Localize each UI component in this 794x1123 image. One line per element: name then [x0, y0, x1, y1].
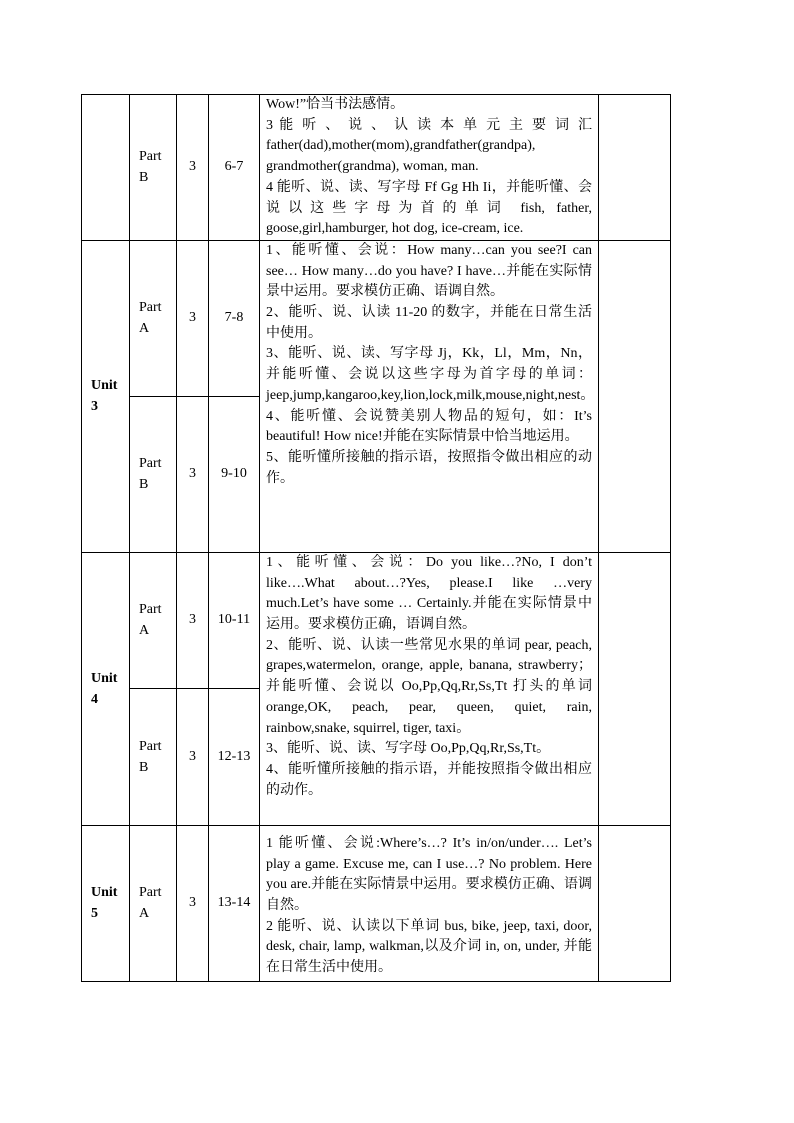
objective-text: 1、能听懂、会说：How many…can you see?I can see… How many…do you have? I have…并能在实际情景中运用。要求模仿正确、语调自然。	[266, 242, 592, 300]
objective-text: 3 能 听 、 说 、 认 读 本 单 元 主 要 词 汇 father(dad),mother(mom),grandfather(grandpa), grandmother(grandma), woman, man.	[266, 117, 592, 175]
table-row	[82, 552, 671, 688]
notes-cell	[599, 240, 671, 552]
objective-text: Wow!”恰当书法感情。	[266, 97, 405, 112]
objective-text: 4、能听懂所接触的指示语，并能按照指令做出相应的动作。	[266, 761, 592, 798]
hours-cell: 3	[177, 688, 209, 825]
unit-cell: Unit 5	[82, 825, 130, 981]
table-row	[82, 825, 671, 981]
pages-cell: 13-14	[209, 825, 260, 981]
objective-text: 4、能听懂、会说赞美别人物品的短句，如：It’s beautiful! How nice!并能在实际情景中恰当地运用。	[266, 408, 592, 445]
unit-cell: Unit 3	[82, 240, 130, 552]
notes-cell	[599, 552, 671, 825]
pages-cell: 10-11	[209, 552, 260, 688]
objective-text: 3、能听、说、读、写字母 Jj，Kk，Ll，Mm，Nn，并能听懂、会说以这些字母为首字母的单词：jeep,jump,kangaroo,key,lion,lock,milk,mouse,night,nest。	[266, 346, 595, 403]
unit-cell: Unit 4	[82, 552, 130, 825]
part-cell: Part B	[130, 396, 177, 552]
objective-text: 4 能听、说、读、写字母 Ff Gg Hh Ii，并能听懂、会说以这些字母为首的单词 fish, father, goose,girl,hamburger, hot dog, ice-cream, ice.	[266, 179, 592, 237]
hours-cell: 3	[177, 396, 209, 552]
hours-cell: 3	[177, 552, 209, 688]
objectives-cell	[260, 552, 599, 825]
table-row	[82, 240, 671, 396]
objective-text: 1、能听懂、会说：Do you like…?No, I don’t like….What about…?Yes, please.I like …very much.Let’s have some … Certainly.并能在实际情景中运用。要求模仿正确，语调自然。	[266, 554, 592, 633]
part-cell: Part B	[130, 95, 177, 241]
objective-text: 2、能听、说、认读一些常见水果的单词 pear, peach, grapes,watermelon, orange, apple, banana, strawberry；并能听懂、会说以 Oo,Pp,Qq,Rr,Ss,Tt 打头的单词 orange,OK, peach, pear, queen, quiet, rain, rainbow,snake, squirrel, tiger, taxi。	[266, 637, 592, 736]
objectives-cell	[260, 240, 599, 552]
objectives-cell	[260, 825, 599, 981]
objectives-cell	[260, 95, 599, 241]
notes-cell	[599, 95, 671, 241]
objective-text: 5、能听懂所接触的指示语，按照指令做出相应的动作。	[266, 449, 592, 486]
part-cell: Part A	[130, 240, 177, 396]
part-cell: Part A	[130, 825, 177, 981]
pages-cell: 12-13	[209, 688, 260, 825]
teaching-plan-table	[81, 94, 671, 982]
objective-text: 2、能听、说、认读 11-20 的数字，并能在日常生活中使用。	[266, 305, 592, 341]
hours-cell: 3	[177, 95, 209, 241]
part-cell: Part A	[130, 552, 177, 688]
part-cell: Part B	[130, 688, 177, 825]
objective-text: 3、能听、说、读、写字母 Oo,Pp,Qq,Rr,Ss,Tt。	[266, 741, 551, 757]
pages-cell: 6-7	[209, 95, 260, 241]
pages-cell: 9-10	[209, 396, 260, 552]
notes-cell	[599, 825, 671, 981]
unit-cell	[82, 95, 130, 241]
pages-cell: 7-8	[209, 240, 260, 396]
objective-text: 2 能听、说、认读以下单词 bus, bike, jeep, taxi, door, desk, chair, lamp, walkman,以及介词 in, on, under, 并能在日常生活中使用。	[266, 918, 592, 976]
table-row	[82, 95, 671, 241]
objective-text: 1 能听懂、会说:Where’s…? It’s in/on/under…. Let’s play a game. Excuse me, can I use…? No problem. Here you are.并能在实际情景中运用。要求模仿正确、语调自然。	[266, 835, 592, 914]
hours-cell: 3	[177, 240, 209, 396]
hours-cell: 3	[177, 825, 209, 981]
